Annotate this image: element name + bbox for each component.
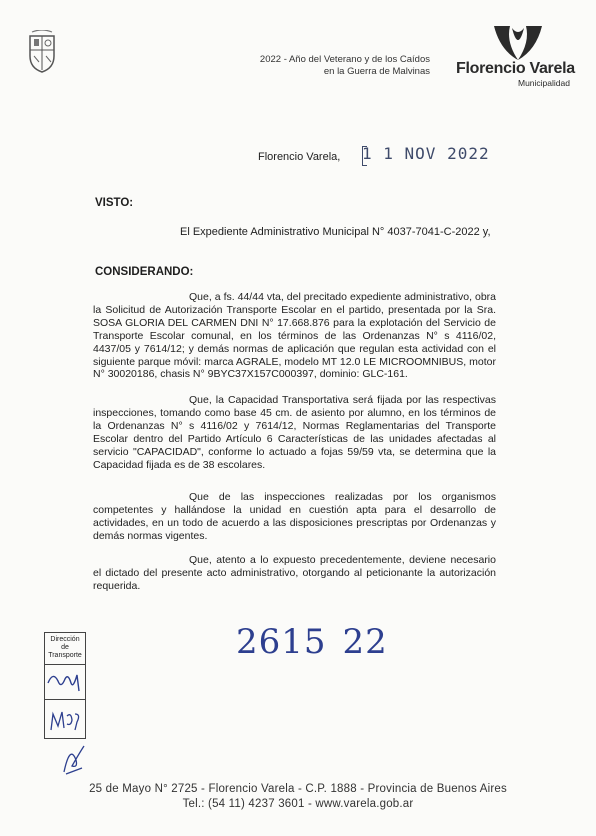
stamp-label: Dirección de Transporte bbox=[45, 633, 85, 665]
considerando-paragraph-4 bbox=[93, 554, 496, 593]
signature-scribble-icon bbox=[60, 742, 88, 776]
footer-address: 25 de Mayo N° 2725 - Florencio Varela - C.P. 1888 - Provincia de Buenos Aires bbox=[89, 783, 507, 795]
dateline-place: Florencio Varela, bbox=[258, 151, 341, 163]
motto-line-2: en la Guerra de Malvinas bbox=[323, 66, 430, 77]
brand-name: Florencio Varela bbox=[456, 60, 575, 77]
stamp-initials-cell bbox=[45, 665, 85, 700]
brand-subtitle: Municipalidad bbox=[518, 78, 570, 88]
department-stamp-box bbox=[44, 632, 86, 739]
stamp-initials-cell bbox=[45, 700, 85, 738]
visto-heading: VISTO: bbox=[95, 197, 134, 209]
considerando-paragraph-3 bbox=[93, 491, 496, 543]
handwritten-initials-icon bbox=[45, 665, 85, 699]
resolution-year: 22 bbox=[342, 622, 388, 662]
resolution-number-stamp bbox=[236, 622, 388, 662]
paragraph-text: Que, a fs. 44/44 vta, del precitado expediente administrativo, obra la Solicitud de Autorización Transporte Escolar en el partido, presentada por la Sra. SOSA GLORIA DEL CARMEN DNI N° 17.668.876 para la explotación del Servicio de Transporte Escolar comunal, en los términos de las Ordenanzas N° s 4116/02, 4437/05 y 7614/12; y demás normas de aplicación que regulan esta actividad con el siguiente parque móvil: marca AGRALE, modelo MT 12.0 LE MICROOMNIBUS, motor N° 30020186, chasis N° 9BYC37X157C000397, dominio: GLC-161. bbox=[93, 291, 496, 381]
resolution-number: 2615 bbox=[236, 622, 327, 662]
motto-line-1: 2022 - Año del Veterano y de los Caídos bbox=[259, 54, 430, 65]
paragraph-text: Que, atento a lo expuesto precedentemente, deviene necesario el dictado del presente acto administrativo, otorgando al peticionante la autorización requerida. bbox=[93, 554, 496, 592]
paragraph-text: Que de las inspecciones realizadas por los organismos competentes y hallándose la unidad en cuestión apta para el desarrollo de actividades, en un todo de acuerdo a las disposiciones prescriptas por Ordenanzas y demás normas vigentes. bbox=[93, 491, 496, 542]
considerando-paragraph-2 bbox=[93, 394, 496, 471]
footer-contact: Tel.: (54 11) 4237 3601 - www.varela.gob.ar bbox=[182, 798, 414, 810]
considerando-paragraph-1 bbox=[93, 291, 496, 381]
municipal-crest-icon bbox=[26, 30, 58, 74]
paragraph-text: Que, la Capacidad Transportativa será fijada por las respectivas inspecciones, tomando como base 45 cm. de asiento por alumno, en los términos de la Ordenanzas N° s 4116/02 y 7614/12, Normas Reglamentarias del Transporte Escolar dentro del Partido Artículo 6 Características de las unidades afectadas al servicio "CAPACIDAD", conforme lo actuado a fojas 59/59 vta, se determina que la Capacidad fijada es de 38 escolares. bbox=[93, 394, 496, 471]
visto-text: El Expediente Administrativo Municipal N° 4037-7041-C-2022 y, bbox=[180, 226, 491, 238]
handwritten-initials-icon bbox=[45, 700, 85, 738]
header-motto bbox=[260, 54, 430, 78]
florencio-varela-logo-icon bbox=[490, 22, 546, 62]
date-stamp: 1 1 NOV 2022 bbox=[362, 144, 490, 163]
considerando-heading: CONSIDERANDO: bbox=[95, 266, 194, 278]
